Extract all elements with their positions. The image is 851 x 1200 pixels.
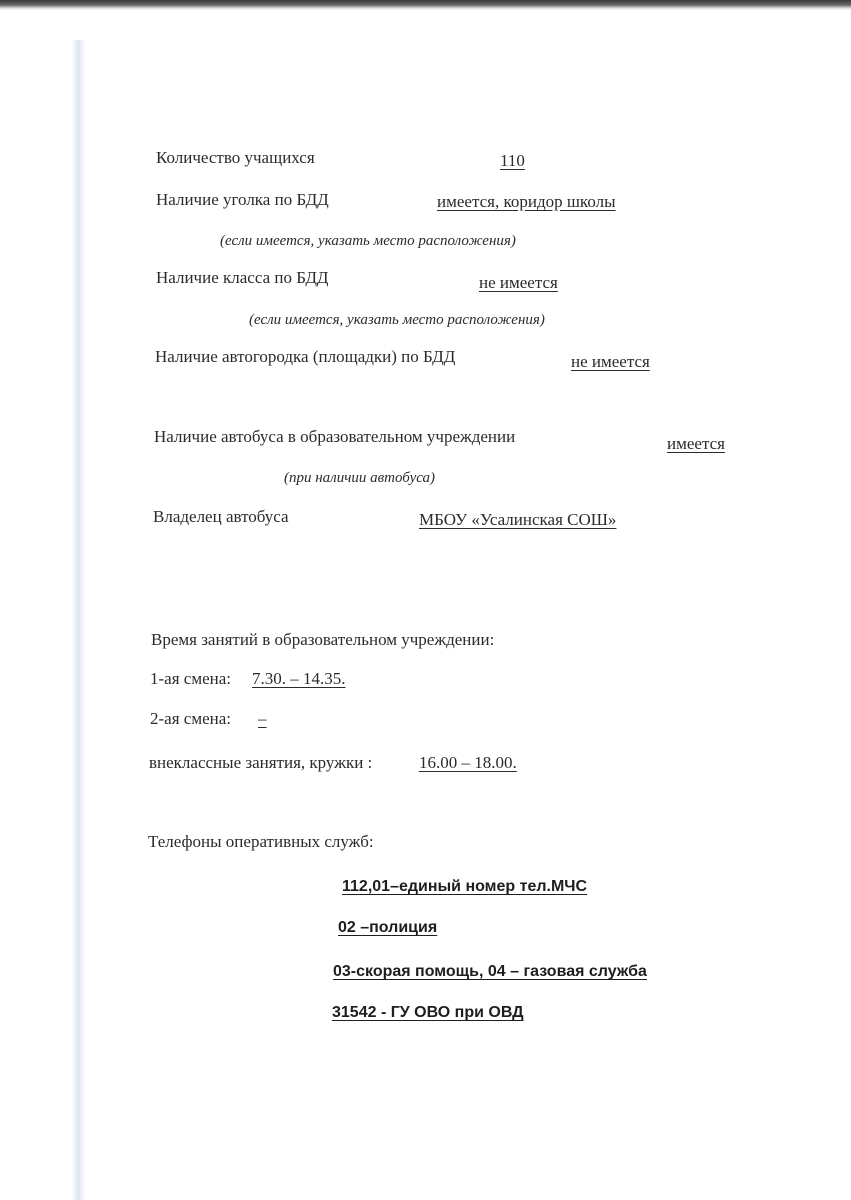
phone-item: 02 –полиция: [338, 919, 438, 936]
autotown-label: Наличие автогородка (площадки) по БДД: [155, 347, 456, 366]
bus-owner-label: Владелец автобуса: [153, 507, 289, 526]
phones-title: Телефоны оперативных служб:: [148, 832, 374, 851]
shift1-value: 7.30. – 14.35.: [252, 669, 346, 688]
shift2-value: –: [258, 709, 267, 728]
class-note: (если имеется, указать место расположения): [249, 312, 545, 328]
scan-top-edge: [0, 0, 851, 10]
corner-value: имеется, коридор школы: [437, 192, 616, 211]
shift2-label: 2-ая смена:: [150, 709, 231, 728]
students-label: Количество учащихся: [156, 148, 315, 167]
bus-owner-value: МБОУ «Усалинская СОШ»: [419, 510, 617, 529]
class-value: не имеется: [479, 273, 558, 292]
extra-label: внеклассные занятия, кружки :: [149, 753, 373, 772]
phone-item: 112,01–единый номер тел.МЧС: [342, 878, 588, 895]
autotown-value: не имеется: [571, 352, 650, 371]
students-value: 110: [500, 151, 525, 170]
bus-label: Наличие автобуса в образовательном учреждении: [154, 427, 516, 446]
shift1-label: 1-ая смена:: [150, 669, 231, 688]
schedule-title: Время занятий в образовательном учреждении:: [151, 630, 495, 649]
class-label: Наличие класса по БДД: [156, 268, 329, 287]
corner-note: (если имеется, указать место расположения): [220, 233, 516, 249]
bus-note: (при наличии автобуса): [284, 470, 436, 486]
phone-item: 31542 - ГУ ОВО при ОВД: [332, 1004, 524, 1021]
phone-item: 03-скорая помощь, 04 – газовая служба: [333, 963, 647, 980]
extra-value: 16.00 – 18.00.: [419, 753, 517, 772]
bus-value: имеется: [667, 434, 725, 453]
corner-label: Наличие уголка по БДД: [156, 190, 329, 209]
scan-fold-shadow: [72, 40, 86, 1200]
